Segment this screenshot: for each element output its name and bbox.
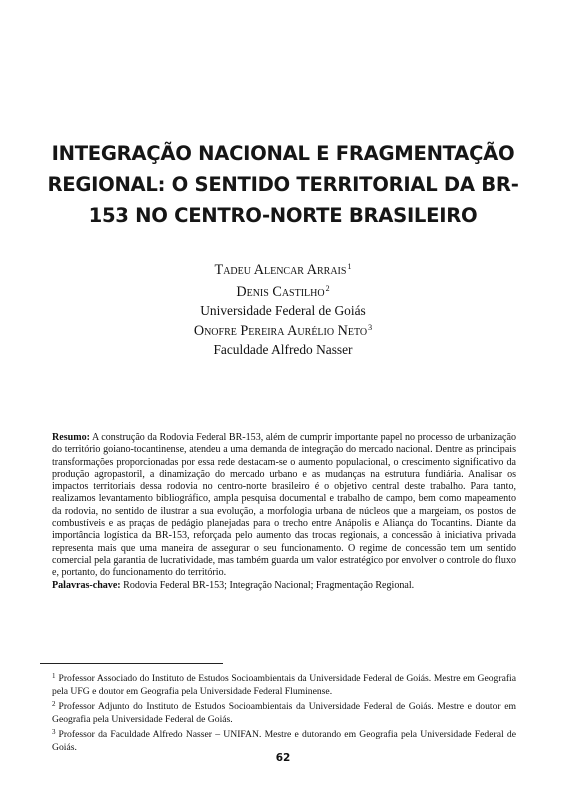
footnote-marker: 2 — [325, 283, 330, 293]
footnote-marker: 3 — [368, 323, 373, 333]
author-affiliation: Universidade Federal de Goiás — [200, 302, 366, 318]
footnote — [52, 726, 516, 754]
abstract-paragraph — [52, 432, 516, 580]
keywords-text: Rodovia Federal BR-153; Integração Nacional; Fragmentação Regional. — [120, 579, 415, 591]
author-block — [90, 258, 476, 359]
footnote-number: 1 — [52, 672, 56, 680]
footnote-text: Professor Adjunto do Instituto de Estudos Socioambientais da Universidade Federal de Goiás. Mestre e doutor em Geografia pela Universidade Federal de Goiás. — [52, 701, 516, 725]
page-number: 62 — [275, 752, 291, 764]
title-line-2: REGIONAL: O SENTIDO TERRITORIAL DA BR- — [47, 173, 519, 196]
title-line-1: INTEGRAÇÃO NACIONAL E FRAGMENTAÇÃO — [51, 142, 515, 165]
footnote-text: Professor da Faculdade Alfredo Nasser – UNIFAN. Mestre e dutorando em Geografia pela Universidade Federal de Goiás. — [52, 729, 516, 753]
footnote-text: Professor Associado do Instituto de Estudos Socioambientais da Universidade Federal de Goiás. Mestre em Geografia pela UFG e doutor em Geografia pela Universidade Federal Fluminense. — [52, 673, 516, 697]
author-name: Denis Castilho — [236, 283, 325, 300]
abstract-text: A construção da Rodovia Federal BR-153, além de cumprir importante papel no processo de urbanização do território goiano-tocantinense, atendeu a uma demanda de integração do mercado nacional. Dentre as principais transformações proporcionadas por essa rede destacam-se o aumento populacional, o crescimento significativo da produção agropastoril, a dinamização do mercado urbano e as mudanças na estrutura fundiária. Analisar os impactos territoriais dessa rodovia no centro-norte brasileiro é o objetivo central deste trabalho. Para tanto, realizamos levantamento bibliográfico, ampla pesquisa documental e trabalho de campo, bem como mapeamento da rodovia, no sentido de ilustrar a sua evolução, a morfologia urbana de núcleos que a margeiam, os postos de combustíveis e as praças de pedágio planejadas para o trecho entre Anápolis e Aliança do Tocantins. Diante da importância logística da BR-153, reforçada pelo aumento das trocas regionais, a concessão à iniciativa privada representa mais que uma maneira de assegurar o seu funcionamento. O regime de concessão tem um sentido comercial pela garantia de lucratividade, mas também guarda um valor estratégico por envolver o controle do fluxo e, portanto, do funcionamento do território. — [52, 432, 516, 579]
footnote — [52, 698, 516, 726]
author-line-1 — [90, 258, 476, 280]
footnote-marker: 1 — [347, 262, 352, 271]
keywords-paragraph — [52, 580, 516, 592]
abstract-label: Resumo: — [52, 432, 90, 443]
footnote-divider — [40, 663, 223, 664]
author-name: Tadeu Alencar Arrais — [214, 262, 347, 278]
footnote-number: 2 — [52, 700, 56, 709]
author-line-2 — [90, 280, 476, 302]
footnotes-section — [52, 670, 516, 755]
abstract-section — [52, 432, 516, 592]
footnote — [52, 670, 516, 698]
author-line-3 — [90, 319, 476, 341]
author-name: Onofre Pereira Aurélio Neto — [193, 323, 368, 340]
article-title — [40, 138, 526, 231]
keywords-label: Palavras-chave: — [52, 579, 121, 591]
author-affiliation: Faculdade Alfredo Nasser — [213, 342, 353, 358]
footnote-number: 3 — [52, 728, 56, 737]
title-line-3: 153 NO CENTRO-NORTE BRASILEIRO — [88, 204, 478, 227]
